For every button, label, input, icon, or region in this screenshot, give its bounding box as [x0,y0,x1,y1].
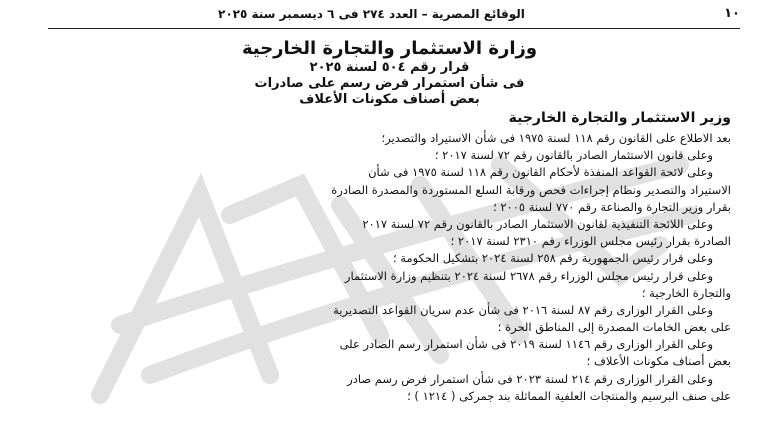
body-line: بعض أصناف مكونات الأعلاف ؛ [586,354,731,369]
body-line: بعد الاطلاع على القانون رقم ١١٨ لسنة ١٩٧٥ فى شأن الاستيراد والتصدير؛ [381,131,731,145]
body-line: وعلى قرار رئيس الجمهورية رقم ٢٥٨ لسنة ٢٠٢٤ بتشكيل الحكومة ؛ [393,251,713,266]
running-title: الوقائع المصرية – العدد ٢٧٤ فى ٦ ديسمبر سنة ٢٠٢٥ [218,7,525,21]
page-header [48,6,740,29]
decree-subject-line-2: بعض أصناف مكونات الأعلاف [299,92,480,107]
body-line: وعلى لائحة القواعد المنفذة لأحكام القانون رقم ١١٨ لسنة ١٩٧٥ فى شأن [368,165,713,180]
ministry-title: وزارة الاستثمار والتجارة الخارجية [241,38,538,59]
minister-heading: وزير الاستثمار والتجارة الخارجية [508,110,731,126]
page-number: ١٠ [724,6,740,21]
body-line: وعلى اللائحة التنفيذية لقانون الاستثمار الصادر بالقانون رقم ٧٢ لسنة ٢٠١٧ [362,216,713,231]
body-line: الصادرة بقرار رئيس مجلس الوزراء رقم ٢٣١٠ لسنة ٢٠١٧ ؛ [450,234,731,249]
decree-subject-line-1: فى شأن استمرار فرض رسم على صادرات [254,76,525,91]
body-line: على صنف البرسيم والمنتجات العلفية المماثلة بند جمركى ( ١٢١٤ ) ؛ [407,388,731,403]
body-line: وعلى القرار الوزارى رقم ٨٧ لسنة ٢٠١٦ فى شأن عدم سريان القواعد التصديرية [333,302,713,317]
body-line: على بعض الخامات المصدرة إلى المناطق الحرة ؛ [497,320,731,335]
body-line: بقرار وزير التجارة والصناعة رقم ٧٧٠ لسنة ٢٠٠٥ ؛ [493,199,731,214]
body-line: وعلى قرار رئيس مجلس الوزراء رقم ٢٦٧٨ لسنة ٢٠٢٤ بتنظيم وزارة الاستثمار [344,268,713,283]
body-line: وعلى قانون الاستثمار الصادر بالقانون رقم ٧٢ لسنة ٢٠١٧ ؛ [434,148,713,163]
decree-body [45,130,731,405]
body-line: والتجارة الخارجية ؛ [641,285,731,300]
decree-number: قرار رقم ٥٠٤ لسنة ٢٠٢٥ [309,60,470,75]
body-line: وعلى القرار الوزارى رقم ٢١٤ لسنة ٢٠٢٣ فى شأن استمرار فرض رسم صادر [347,371,713,386]
body-line: الاستيراد والتصدير ونظام إجراءات فحص ورقابة السلع المستوردة والمصدرة الصادرة [331,182,731,197]
body-line: وعلى القرار الوزارى رقم ١١٤٦ لسنة ٢٠١٩ فى شأن استمرار رسم الصادر على [339,337,713,352]
